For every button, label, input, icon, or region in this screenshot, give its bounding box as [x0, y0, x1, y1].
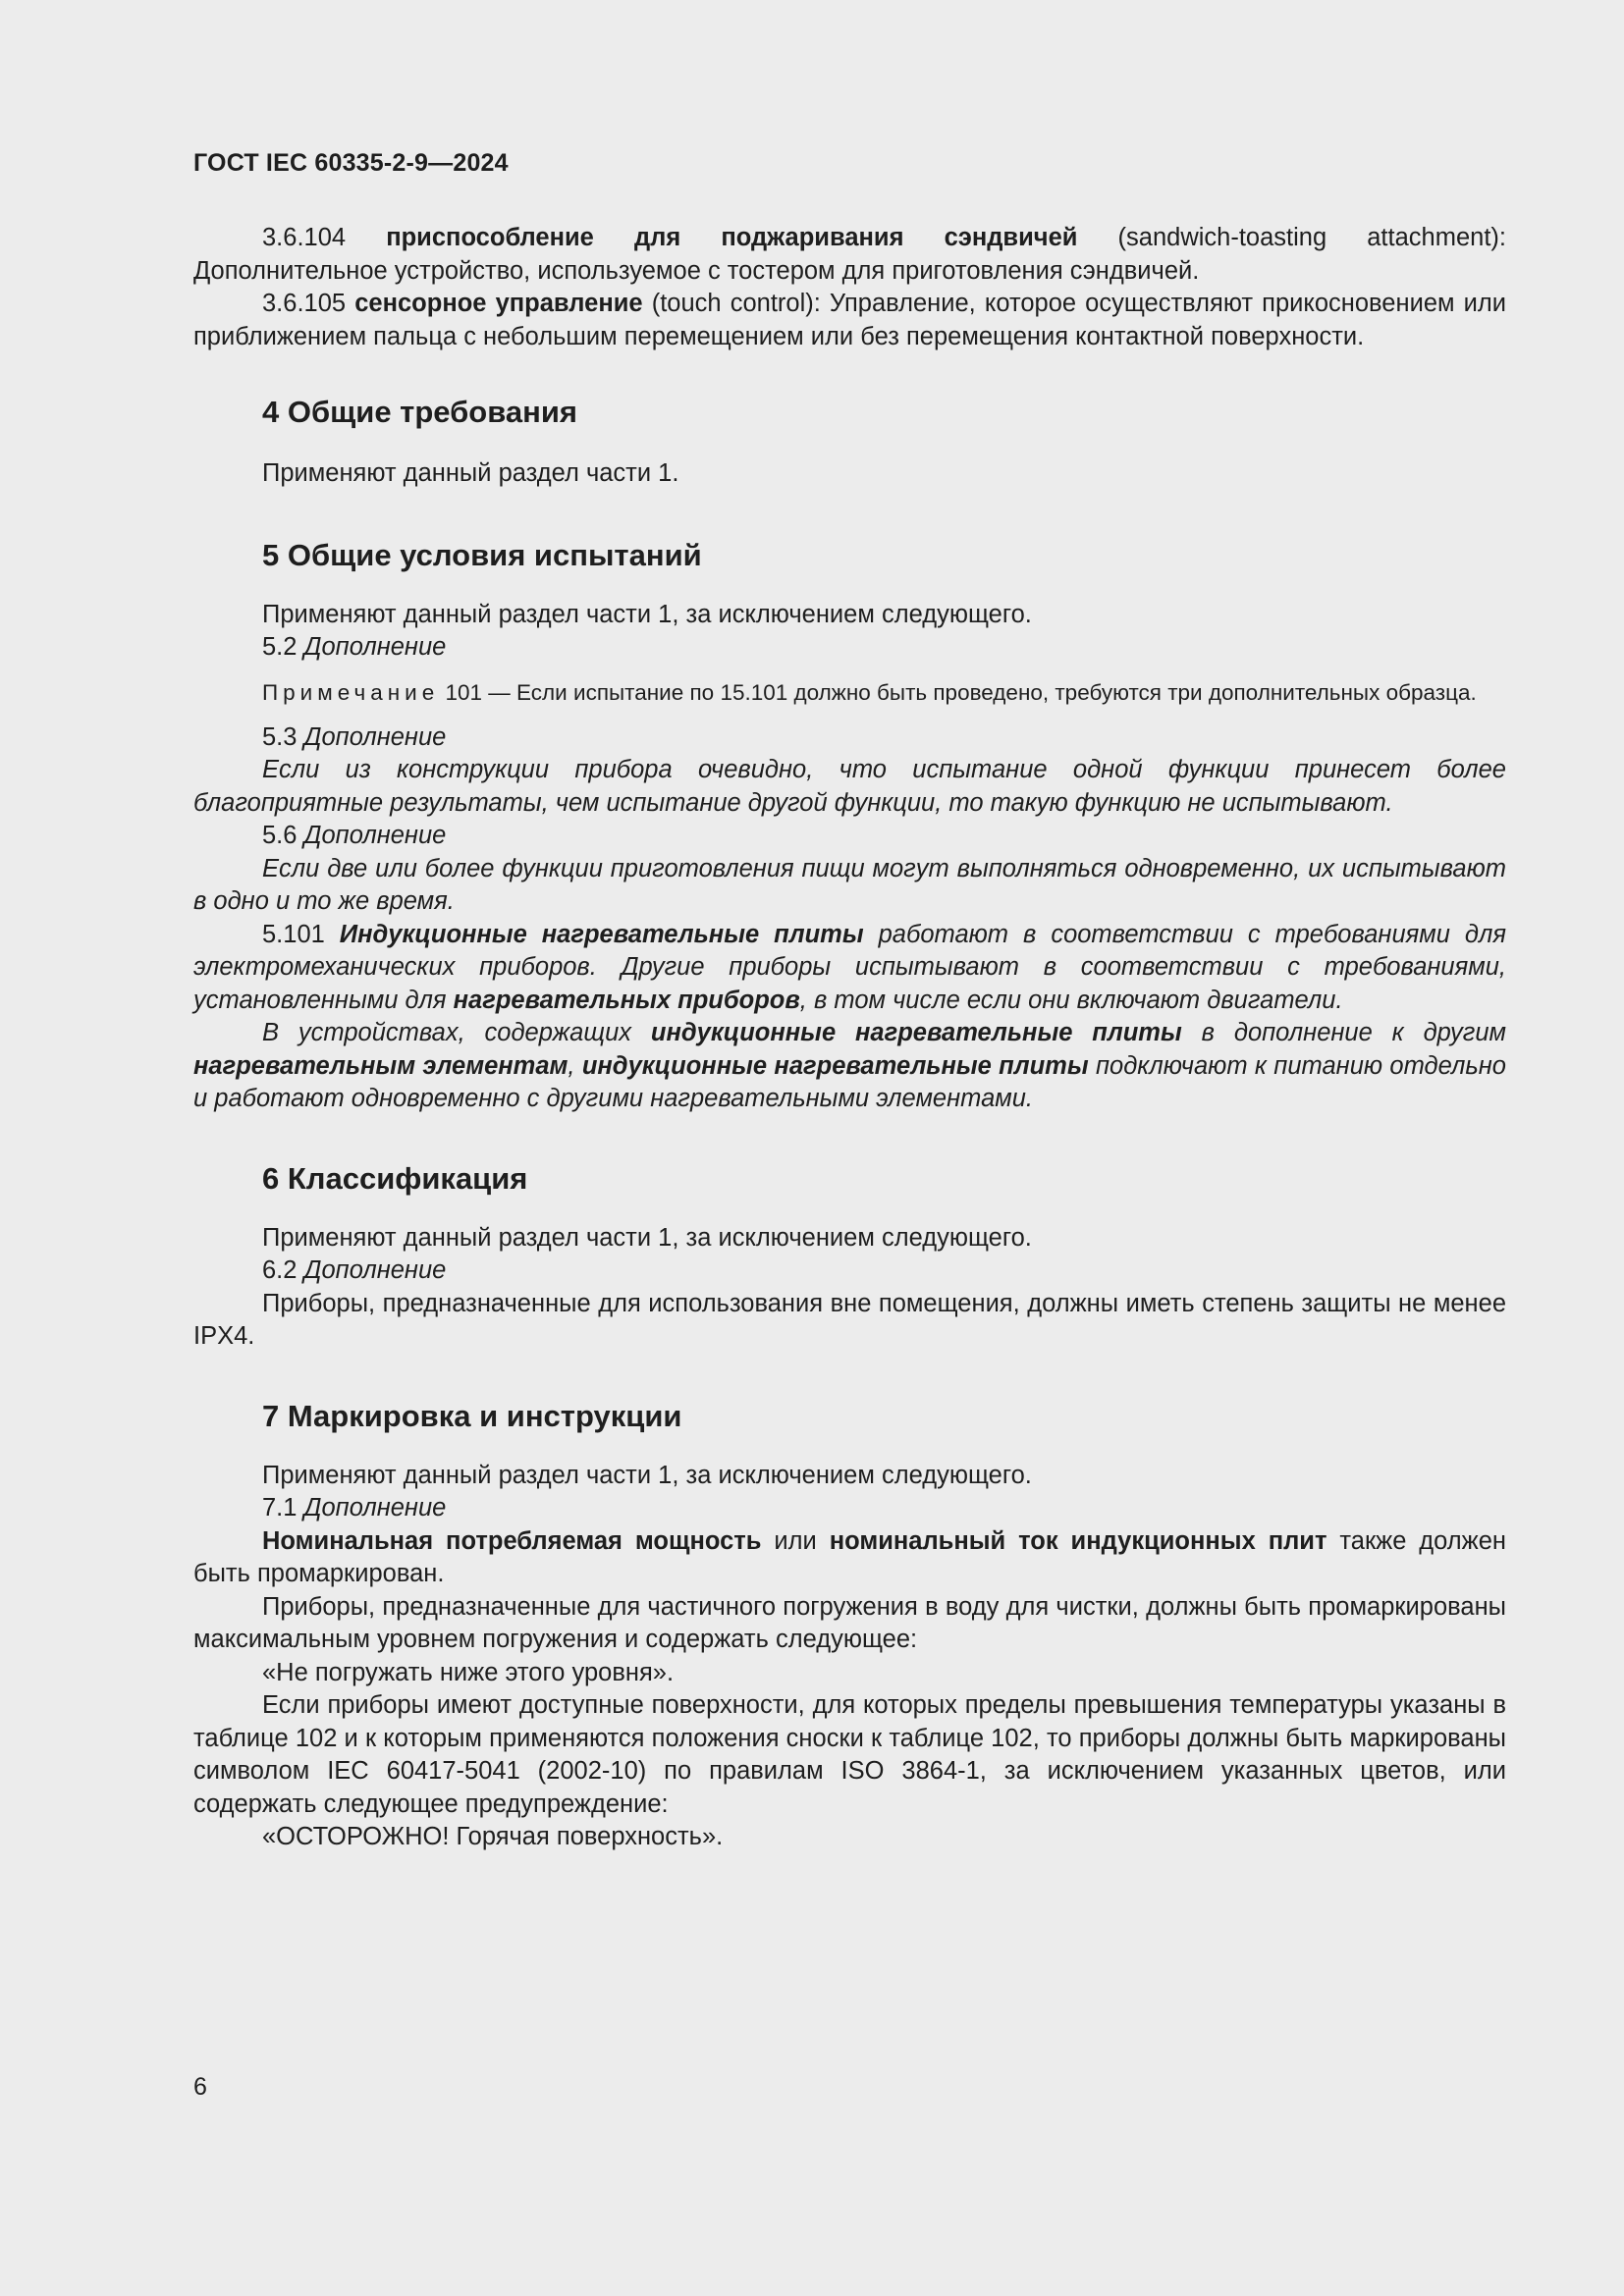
subsection-5-101: 5.101 Индукционные нагревательные плиты работают в соответствии с требованиями для электромеханических приборов. Другие приборы испытывают в соответствии с требованиями, установленными для нагревательных приборов, в том числе если они включают двигатели.: [193, 920, 1506, 1014]
section-6-heading: 6 Классификация: [262, 1160, 528, 1196]
paragraph: В устройствах, содержащих индукционные нагревательные плиты в дополнение к другим нагревательным элементам, индукционные нагревательные плиты подключают к питанию отдельно и работают одновременно с другими нагревательными элементами.: [193, 1019, 1506, 1112]
definition-3-6-104: 3.6.104 приспособление для поджаривания сэндвичей (sandwich-toasting attachment): Дополнительное устройство, используемое с тостером для приготовления сэндвичей.: [193, 224, 1506, 285]
note-101: Примечание 101 — Если испытание по 15.101 должно быть проведено, требуются три дополнительных образца.: [262, 679, 1477, 705]
section-4-heading: 4 Общие требования: [262, 395, 577, 429]
term: сенсорное управление: [354, 290, 643, 317]
quote: «ОСТОРОЖНО! Горячая поверхность».: [262, 1823, 724, 1850]
paragraph: Если две или более функции приготовления пищи могут выполняться одновременно, их испытывают в одно и то же время.: [193, 854, 1506, 915]
paragraph: Если из конструкции прибора очевидно, что испытание одной функции принесет более благоприятные результаты, чем испытание другой функции, то такую функцию не испытывают.: [193, 756, 1506, 817]
paragraph: Если приборы имеют доступные поверхности, для которых пределы превышения температуры указаны в таблице 102 и к которым применяются положения сноски к таблице 102, то приборы должны быть маркированы символом IEC 60417-5041 (2002-10) по правилам ISO 3864-1, за исключением указанных цветов, или содержать следующее предупреждение:: [193, 1691, 1506, 1818]
subsection-5-6: 5.6 Дополнение: [262, 822, 447, 849]
paragraph: Применяют данный раздел части 1.: [262, 459, 679, 487]
quote: «Не погружать ниже этого уровня».: [262, 1658, 675, 1686]
subsection-5-3: 5.3 Дополнение: [262, 722, 447, 751]
paragraph: Применяют данный раздел части 1, за исключением следующего.: [262, 1223, 1032, 1252]
term: приспособление для поджаривания сэндвичей: [386, 224, 1078, 251]
paragraph: Применяют данный раздел части 1, за исключением следующего.: [262, 1461, 1032, 1489]
document-body: [193, 222, 1506, 1854]
subsection-7-1: 7.1 Дополнение: [262, 1494, 447, 1522]
document-header: ГОСТ IEC 60335-2-9—2024: [193, 149, 509, 177]
paragraph: Применяют данный раздел части 1, за исключением следующего.: [262, 600, 1032, 628]
section-5-heading: 5 Общие условия испытаний: [262, 537, 702, 572]
section-7-heading: 7 Маркировка и инструкции: [262, 1398, 682, 1433]
subsection-5-2: 5.2 Дополнение: [262, 633, 447, 661]
note-label: Примечание: [262, 679, 440, 705]
definition-3-6-105: 3.6.105 сенсорное управление (touch control): Управление, которое осуществляют прикосновением или приближением пальца с небольшим перемещением или без перемещения контактной поверхности.: [193, 290, 1507, 350]
paragraph: Приборы, предназначенные для использования вне помещения, должны иметь степень защиты не менее IPX4.: [193, 1289, 1506, 1350]
paragraph: Номинальная потребляемая мощность или номинальный ток индукционных плит также должен быть промаркирован.: [193, 1526, 1507, 1587]
page-number: 6: [193, 2073, 207, 2101]
paragraph: Приборы, предназначенные для частичного погружения в воду для чистки, должны быть промаркированы максимальным уровнем погружения и содержать следующее:: [193, 1592, 1506, 1653]
subsection-6-2: 6.2 Дополнение: [262, 1256, 447, 1284]
